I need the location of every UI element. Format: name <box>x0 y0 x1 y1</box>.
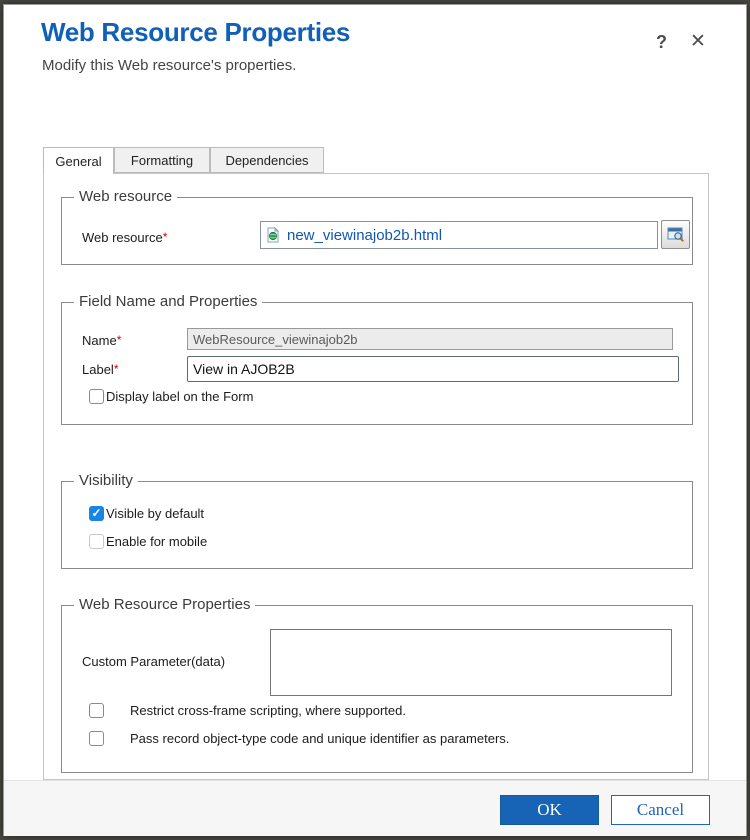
tab-dependencies[interactable] <box>210 147 324 173</box>
name-field-label: Name* <box>82 333 122 348</box>
visible-by-default-row[interactable] <box>89 506 204 521</box>
restrict-scripting-checkbox[interactable] <box>89 703 104 718</box>
dialog-subtitle: Modify this Web resource's properties. <box>42 57 297 74</box>
field-name-group <box>61 293 693 425</box>
label-field[interactable] <box>187 356 679 382</box>
custom-parameter-input[interactable] <box>270 629 672 696</box>
enable-for-mobile-checkbox[interactable] <box>89 534 104 549</box>
page-title: Web Resource Properties <box>41 17 351 47</box>
html-file-icon <box>265 227 281 243</box>
tab-general[interactable] <box>43 147 114 174</box>
ok-button-label: OK <box>537 800 562 819</box>
pass-record-checkbox[interactable] <box>89 731 104 746</box>
tab-formatting[interactable] <box>114 147 210 173</box>
web-resource-field-label: Web resource* <box>82 230 168 245</box>
web-resource-group-legend: Web resource <box>74 188 177 205</box>
cancel-button[interactable] <box>611 795 710 825</box>
tab-dependencies-label: Dependencies <box>225 152 309 168</box>
restrict-scripting-row[interactable] <box>89 703 406 718</box>
tab-general-label: General <box>55 153 102 169</box>
field-name-group-legend: Field Name and Properties <box>74 293 262 310</box>
visible-by-default-label: Visible by default <box>106 506 205 521</box>
name-field <box>187 328 673 350</box>
help-icon[interactable]: ? <box>656 32 667 52</box>
web-resource-lookup-input[interactable] <box>260 221 658 249</box>
web-resource-group <box>61 188 693 265</box>
visible-by-default-checkbox[interactable] <box>89 506 104 521</box>
cancel-button-label: Cancel <box>636 800 685 819</box>
dialog-footer <box>4 780 746 836</box>
enable-for-mobile-row[interactable] <box>89 534 207 549</box>
required-asterisk: * <box>162 230 168 244</box>
custom-parameter-label: Custom Parameter(data) <box>82 654 226 669</box>
restrict-scripting-label: Restrict cross-frame scripting, where supported. <box>130 703 406 718</box>
general-tab-panel <box>43 173 709 780</box>
required-asterisk: * <box>116 333 122 347</box>
label-field-label: Label* <box>82 362 119 377</box>
display-label-checkbox-row[interactable] <box>89 389 253 404</box>
pass-record-label: Pass record object-type code and unique identifier as parameters. <box>130 731 510 746</box>
lookup-browse-button[interactable] <box>661 220 690 249</box>
display-label-checkbox-label: Display label on the Form <box>106 389 254 404</box>
visibility-group <box>61 472 693 569</box>
ok-button[interactable] <box>500 795 599 825</box>
tab-formatting-label: Formatting <box>130 152 194 168</box>
visibility-group-legend: Visibility <box>74 472 138 489</box>
web-resource-properties-legend: Web Resource Properties <box>74 596 255 613</box>
pass-record-row[interactable] <box>89 731 509 746</box>
web-resource-properties-group <box>61 596 693 773</box>
enable-for-mobile-label: Enable for mobile <box>106 534 208 549</box>
required-asterisk: * <box>113 362 119 376</box>
web-resource-properties-dialog <box>3 4 747 836</box>
close-icon[interactable]: ✕ <box>690 31 706 52</box>
lookup-browse-icon <box>667 227 685 243</box>
web-resource-file-link[interactable]: new_viewinajob2b.html <box>287 226 443 244</box>
display-label-checkbox[interactable] <box>89 389 104 404</box>
